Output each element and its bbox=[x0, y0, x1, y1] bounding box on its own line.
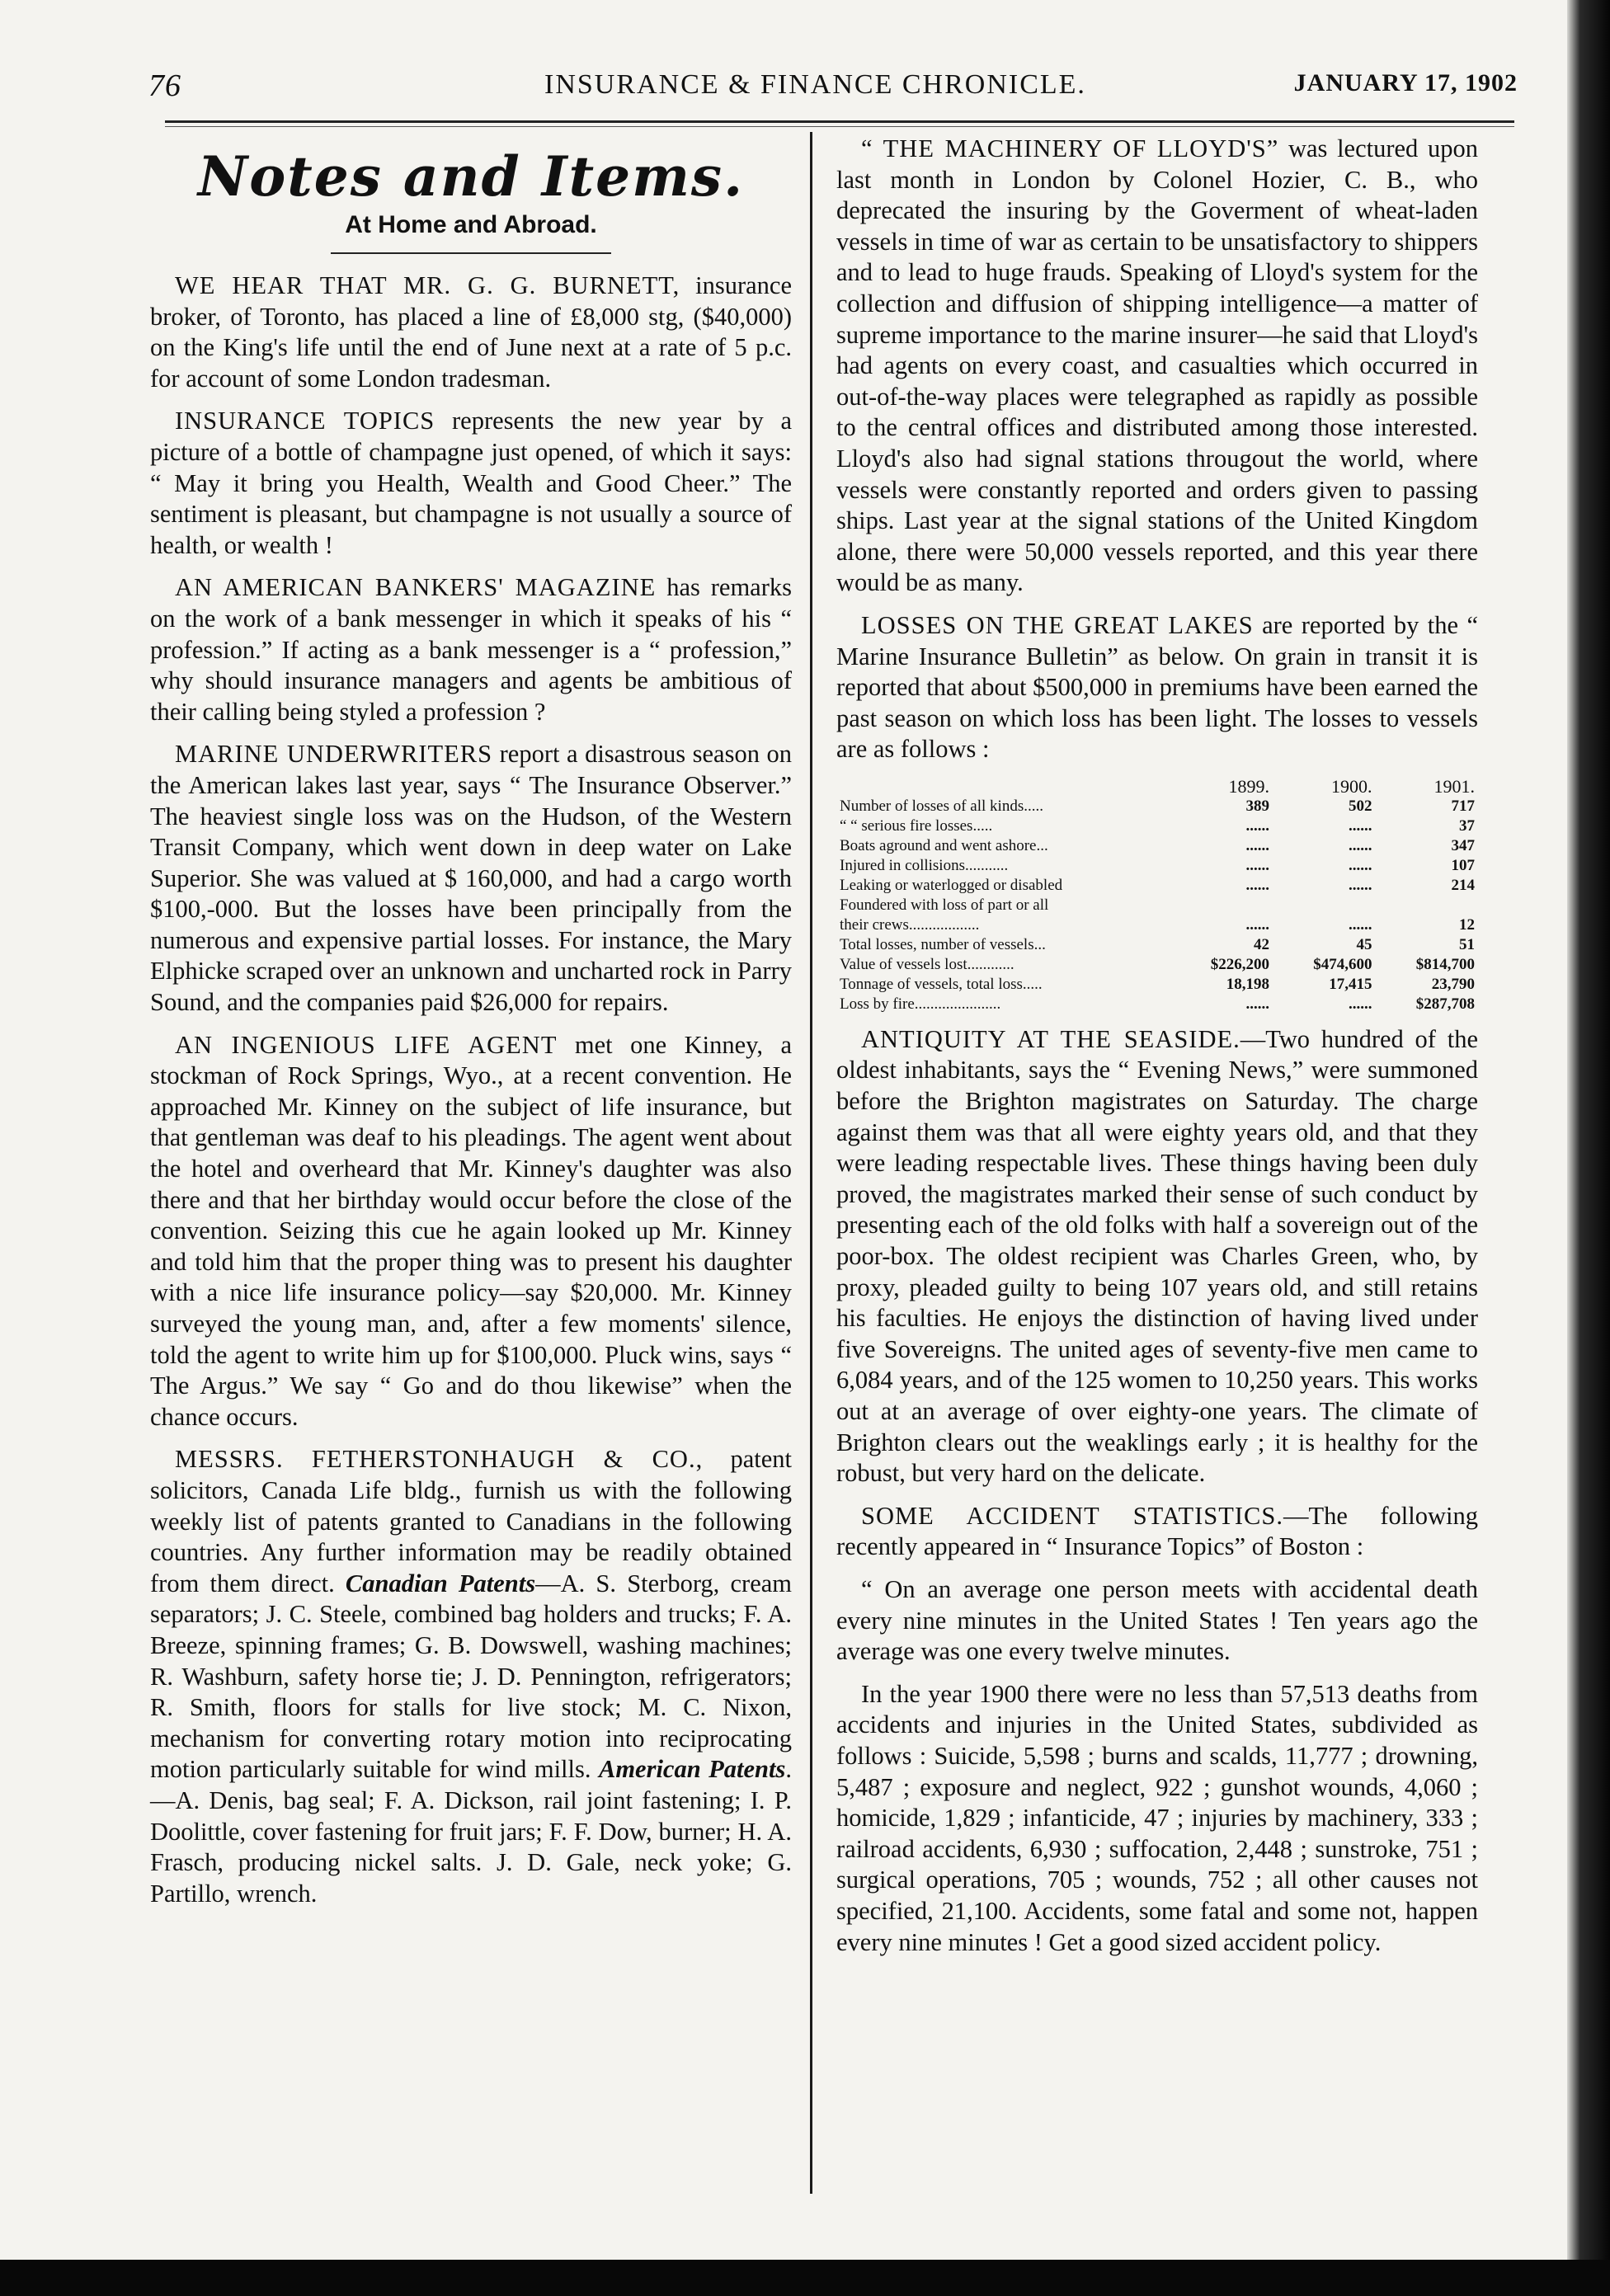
col-1900: 1900. bbox=[1331, 775, 1372, 797]
page-edge-right bbox=[1567, 0, 1610, 2296]
col-1901: 1901. bbox=[1433, 775, 1475, 797]
section-subheading: At Home and Abroad. bbox=[345, 211, 597, 238]
accident-quote-2: In the year 1900 there were no less than 57,513 deaths from accidents and injuries in the United States, subdivided as follows : Suicide, 5,598 ; burns and scalds, 11,777 ; drowning, 5,487 ; exposure and neglect, 922 ; gunshot wounds, 4,060 ; homicide, 1,829 ; infanticide, 47 ; injuries by machinery, 333 ; railroad accidents, 6,930 ; suffocation, 2,448 ; sunstroke, 751 ; surgical operations, 705 ; wounds, 752 ; all other causes not specified, 21,100. Accidents, some fatal and some not, happen every nine minutes ! Get a good sized accident policy. bbox=[836, 1679, 1478, 1956]
item-insurance-topics: INSURANCE TOPICS represents the new year by a picture of a bottle of champagne just opened, of which it says: “ May it bring you Health, Wealth and Good Cheer.” The sentiment is pleasant, but champagne is not usually a source of health, or wealth ! bbox=[150, 407, 792, 559]
issue-date: JANUARY 17, 1902 bbox=[1293, 69, 1518, 96]
page-edge-bottom bbox=[0, 2260, 1610, 2296]
accident-quote-1: “ On an average one person meets with accidental death every nine minutes in the United States ! Ten years ago the average was one every twelve minutes. bbox=[836, 1574, 1478, 1666]
item-great-lakes: LOSSES ON THE GREAT LAKES are reported by the “ Marine Insurance Bulletin” as below. On grain in transit it is reported that about $500,000 in premiums have been earned the past season on which loss has been light. The losses to vessels are as follows : bbox=[836, 610, 1478, 764]
item-marine-underwriters: MARINE UNDERWRITERS report a disastrous season on the American lakes last year, says “ The Insurance Observer.” The heaviest single loss was on the Hudson, of the Western Transit Company, which went down in deep water on Lake Superior. She was valued at $ 160,000, and had a cargo worth $100,-000. But the losses have been principally from the numerous and expensive partial losses. For instance, the Mary Elphicke scraped over an unknown and uncharted rock in Parry Sound, and the companies paid $26,000 for repairs. bbox=[150, 740, 792, 1017]
table-row: Foundered with loss of part or all bbox=[840, 896, 1049, 914]
item-bankers-magazine: AN AMERICAN BANKERS' MAGAZINE has remarks on the work of a bank messenger in which it speaks of his “ profession.” If acting as a bank messenger is a “ profession,” why should insurance managers and agents be ambitious of their calling being styled a profession ? bbox=[150, 573, 792, 726]
item-antiquity: ANTIQUITY AT THE SEASIDE.—Two hundred of the oldest inhabitants, says the “ Evening News,” were summoned before the Brighton magistrates on Saturday. The charge against them was that all were eighty years old, and that they were leading respectable lives. These things having been duly proved, the magistrates marked their sense of such conduct by presenting each of the old folks with half a sovereign out of the poor-box. The oldest recipient was Charles Green, who, by proxy, pleaded guilty to being 107 years old, and still retains his faculties. He enjoys the distinction of having lived under five Sovereigns. The united ages of seventy-five men came to 6,084 years, and of the 125 women to 10,250 years. This works out at an average of over eighty-one years. The climate of Brighton clears out the weaklings early ; it is healthy for the robust, but very hard on the delicate. bbox=[836, 1024, 1479, 1488]
table-row: Leaking or waterlogged or disabled ...... ...... 214 bbox=[840, 876, 1475, 894]
publication-title: INSURANCE & FINANCE CHRONICLE. bbox=[544, 69, 1086, 100]
table-row: Injured in collisions........... ...... ...... 107 bbox=[840, 856, 1475, 874]
section-heading: Notes and Items. bbox=[197, 144, 745, 209]
right-column bbox=[836, 134, 1478, 1969]
col-1899: 1899. bbox=[1228, 775, 1270, 797]
table-row: Total losses, number of vessels... 42 45 51 bbox=[840, 935, 1475, 953]
table-row: their crews.................. ...... ...... 12 bbox=[840, 915, 1475, 934]
table-row: Boats aground and went ashore... ...... ...... 347 bbox=[840, 836, 1475, 854]
header-rule bbox=[165, 120, 1514, 123]
american-patents-label: American Patents bbox=[598, 1755, 786, 1784]
table-row: Value of vessels lost............ $226,200 $474,600 $814,700 bbox=[840, 955, 1475, 973]
header-rule-thin bbox=[165, 126, 1514, 127]
page-header bbox=[148, 68, 1518, 109]
table-row: Loss by fire...................... ...... ...... $287,708 bbox=[840, 995, 1475, 1013]
item-burnett: WE HEAR THAT MR. G. G. BURNETT, insurance broker, of Toronto, has placed a line of £8,000 stg, ($40,000) on the King's life until the end of June next at a rate of 5 p.c. for account of some London tradesman. bbox=[150, 271, 792, 393]
canadian-patents-label: Canadian Patents bbox=[345, 1569, 536, 1597]
left-column bbox=[150, 140, 792, 1921]
item-lloyds: “ THE MACHINERY OF LLOYD'S” was lectured upon last month in London by Colonel Hozier, C. B., who deprecated the insuring by the Goverment of wheat-laden vessels in time of war as certain to be unsatisfactory to shippers and to lead to huge frauds. Speaking of Lloyd's system for the collection and diffusion of shipping intelligence—a matter of supreme importance to the marine insurer—he said that Lloyd's had agents on every coast, and casualties which occurred in out-of-the-way places were telegraphed as rapidly as possible to the central offices and distributed among those interested. Lloyd's also had signal stations througout the world, where vessels were constantly reported and orders given to passing ships. Last year at the signal stations of the United Kingdom alone, there were 50,000 vessels reported, and this year there would be as many. bbox=[836, 134, 1478, 597]
losses-table bbox=[836, 777, 1478, 1014]
table-row: Tonnage of vessels, total loss..... 18,198 17,415 23,790 bbox=[840, 975, 1475, 993]
losses-table-header bbox=[836, 777, 1478, 797]
item-accident-statistics: SOME ACCIDENT STATISTICS.—The following recently appeared in “ Insurance Topics” of Boston : bbox=[836, 1501, 1478, 1561]
section-rule bbox=[331, 252, 611, 254]
page-number: 76 bbox=[148, 68, 181, 103]
item-patents: MESSRS. FETHERSTONHAUGH & CO., patent solicitors, Canada Life bldg., furnish us with the following weekly list of patents granted to Canadians in the following countries. Any further information may be readily obtained from them direct. Canadian Patents—A. S. Sterborg, cream separators; J. C. Steele, combined bag holders and trucks; F. A. Breeze, spinning frames; G. B. Dowswell, washing machines; R. Washburn, safety horse tie; J. D. Pennington, refrigerators; R. Smith, floors for stalls for live stock; M. C. Nixon, mechanism for converting rotary motion into reciprocating motion particularly suitable for wind mills. American Patents.—A. Denis, bag seal; F. A. Dickson, rail joint fastening; I. P. Doolittle, cover fastening for fruit jars; F. F. Dow, burner; H. A. Frasch, producing nickel salts. J. D. Gale, neck yoke; G. Partillo, wrench. bbox=[150, 1445, 792, 1908]
table-row: “ “ serious fire losses..... ...... ...... 37 bbox=[840, 816, 1475, 835]
item-life-agent: AN INGENIOUS LIFE AGENT met one Kinney, a stockman of Rock Springs, Wyo., at a recent convention. He approached Mr. Kinney on the subject of life insurance, but that gentleman was deaf to his pleadings. The agent went about the hotel and overheard that Mr. Kinney's daughter was also there and that her birthday would occur before the close of the convention. Seizing this cue he again looked up Mr. Kinney and told him that the proper thing was to present his daughter with a nice life insurance policy—say $20,000. Mr. Kinney surveyed the young man, and, after a few moments' silence, told the agent to write him up for $100,000. Pluck wins, says “ The Argus.” We say “ Go and do thou likewise” when the chance occurs. bbox=[150, 1030, 792, 1431]
column-divider bbox=[810, 132, 812, 2194]
table-row: Number of losses of all kinds..... 389 502 717 bbox=[840, 797, 1475, 815]
